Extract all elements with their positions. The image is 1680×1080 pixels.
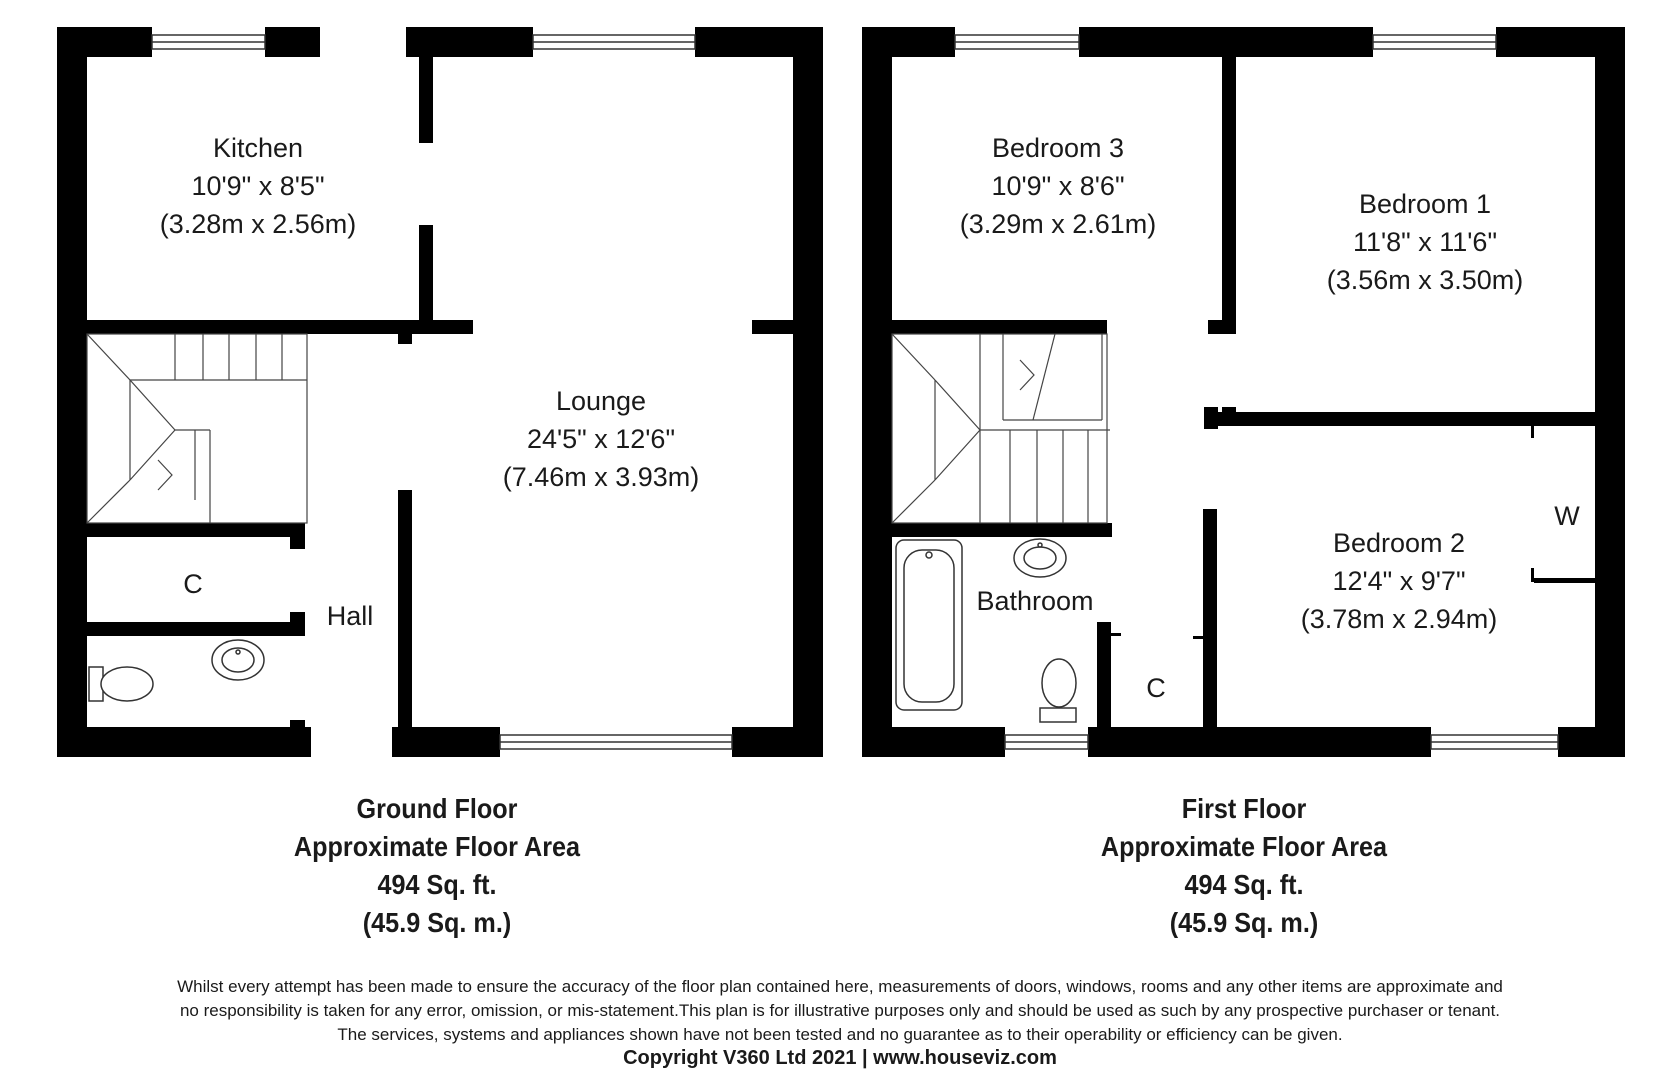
toilet-bowl [101, 667, 153, 701]
lounge-imperial-size: 24'5" x 12'6" [526, 424, 676, 454]
bedroom1-label: Bedroom 1 [1358, 189, 1492, 219]
ground-floor-wc-fixtures [89, 640, 264, 701]
first-cupboard-label: C [1146, 673, 1166, 703]
ground-floor-title: Ground Floor [356, 793, 518, 824]
copyright-notice: Copyright V360 Ltd 2021 | www.houseviz.com [623, 1047, 1057, 1069]
disclaimer-line: Whilst every attempt has been made to ensure the accuracy of the floor plan contained here, measurements of doors, windows, rooms and any other items are approximate and [177, 977, 1503, 996]
lounge-metric-size: (7.46m x 3.93m) [502, 462, 700, 492]
ground-floor-caption [122, 790, 752, 942]
ground-floor-staircase [87, 334, 307, 523]
toilet-cistern-upstairs [1040, 708, 1076, 722]
hall-label: Hall [326, 601, 374, 631]
first-floor-area-heading: Approximate Floor Area [1100, 831, 1388, 862]
bathroom-label: Bathroom [976, 586, 1094, 616]
wardrobe-label: W [1554, 501, 1580, 531]
ground-cupboard-label: C [183, 569, 203, 599]
kitchen-label: Kitchen [212, 133, 304, 163]
kitchen-metric-size: (3.28m x 2.56m) [159, 209, 357, 239]
first-floor-bathroom-fixtures [896, 539, 1076, 722]
disclaimer-line: The services, systems and appliances shown have not been tested and no guarantee as to their operability or efficiency can be given. [337, 1025, 1343, 1044]
ground-floor-area-heading: Approximate Floor Area [293, 831, 581, 862]
first-floor-caption [929, 790, 1559, 942]
first-floor-plan [862, 27, 1625, 757]
first-floor-staircase [892, 334, 1110, 523]
ground-floor-area-sqm: (45.9 Sq. m.) [362, 907, 512, 938]
bedroom3-imperial-size: 10'9" x 8'6" [991, 171, 1125, 201]
ground-floor-walls [57, 27, 823, 757]
bedroom2-imperial-size: 12'4" x 9'7" [1332, 566, 1466, 596]
first-floor-area-sqm: (45.9 Sq. m.) [1169, 907, 1319, 938]
bedroom1-imperial-size: 11'8" x 11'6" [1352, 227, 1498, 257]
lounge-label: Lounge [555, 386, 647, 416]
first-floor-walls [862, 27, 1625, 757]
ground-floor-labels [160, 133, 700, 631]
first-floor-title: First Floor [1181, 793, 1307, 824]
disclaimer-text [40, 975, 1640, 1047]
disclaimer-line: no responsibility is taken for any error, omission, or mis-statement.This plan is for illustrative purposes only and should be used as such by any prospective purchaser or tenant. [179, 1001, 1501, 1020]
first-floor-area-sqft: 494 Sq. ft. [1184, 869, 1304, 900]
bedroom2-label: Bedroom 2 [1332, 528, 1466, 558]
ground-floor-plan [57, 27, 823, 757]
bedroom2-metric-size: (3.78m x 2.94m) [1300, 604, 1498, 634]
bedroom3-label: Bedroom 3 [991, 133, 1125, 163]
ground-floor-area-sqft: 494 Sq. ft. [377, 869, 497, 900]
bedroom3-metric-size: (3.29m x 2.61m) [959, 209, 1157, 239]
kitchen-imperial-size: 10'9" x 8'5" [191, 171, 325, 201]
bedroom1-metric-size: (3.56m x 3.50m) [1326, 265, 1524, 295]
toilet-bowl-upstairs [1042, 659, 1076, 707]
